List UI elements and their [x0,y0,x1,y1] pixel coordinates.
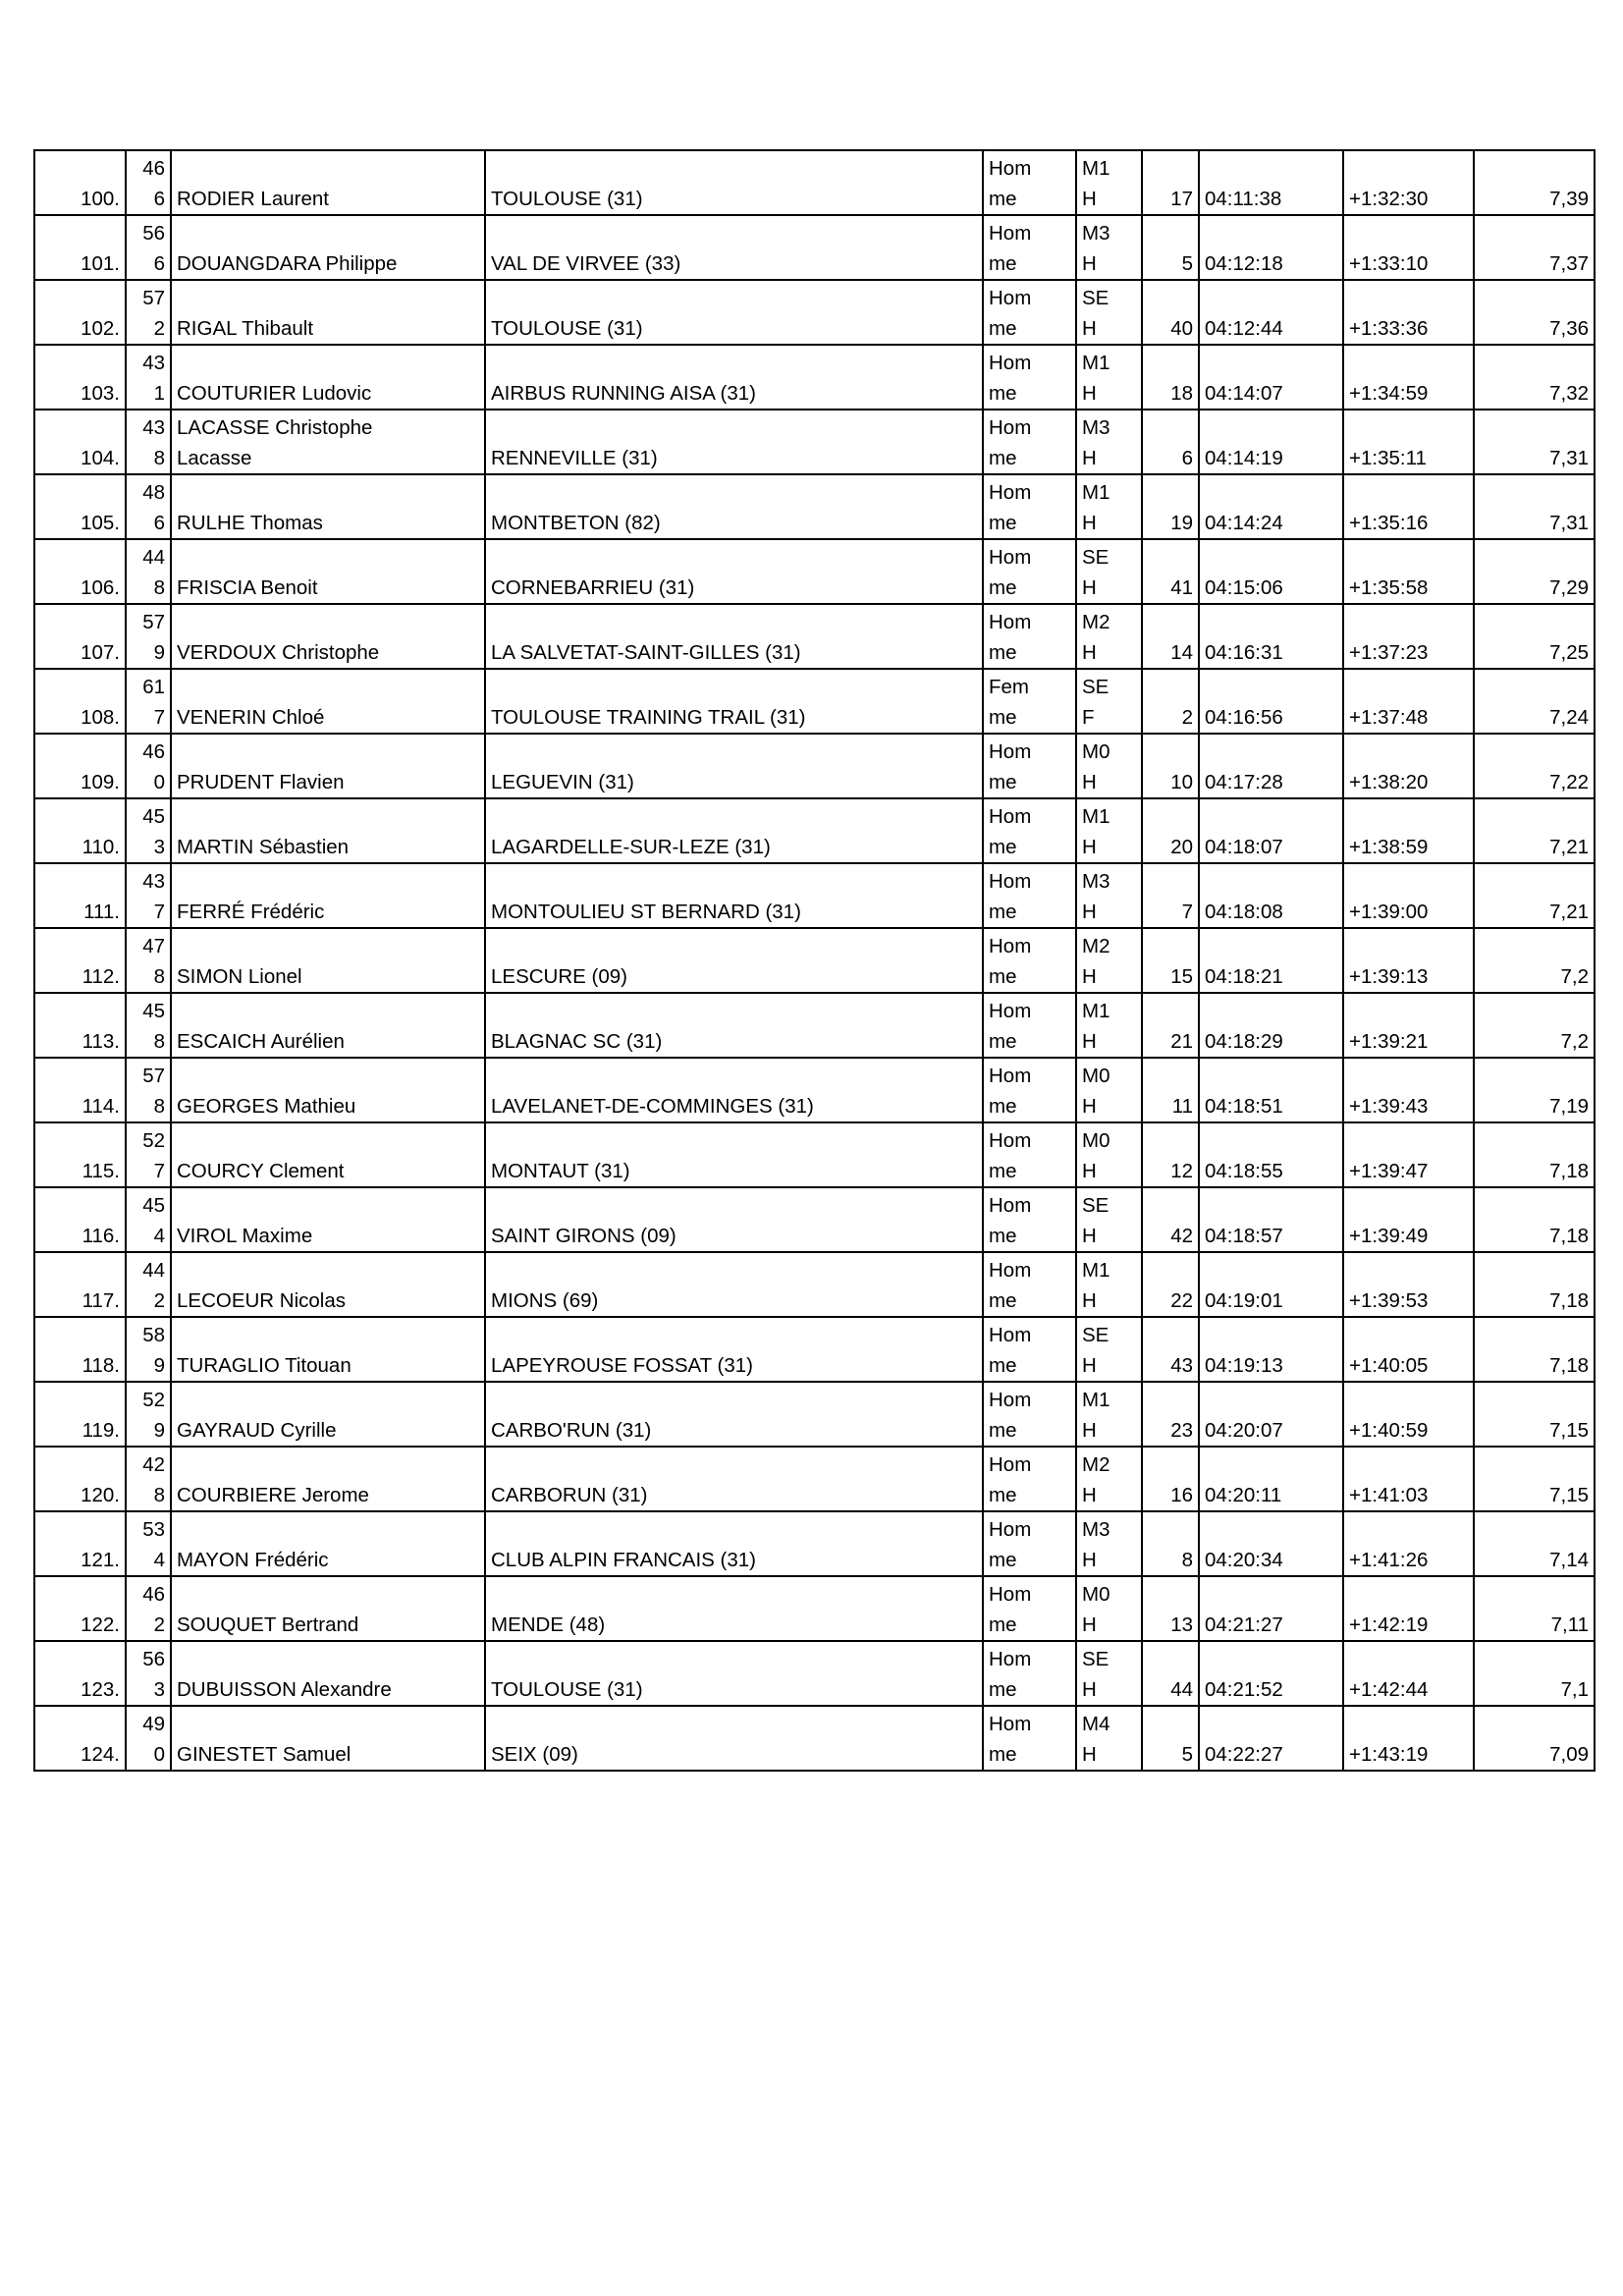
finish-time-cell: 04:14:24 [1199,474,1343,539]
category-cell: M0 H [1076,734,1142,798]
finish-time-cell: 04:11:38 [1199,150,1343,215]
category-cell: M1 H [1076,1382,1142,1447]
runner-name-cell: LACASSE Christophe Lacasse [171,410,485,474]
gap-cell: +1:37:48 [1343,669,1474,734]
speed-cell: 7,22 [1474,734,1595,798]
gap-cell: +1:35:11 [1343,410,1474,474]
table-row [34,539,1595,604]
finish-time-cell: 04:19:13 [1199,1317,1343,1382]
sex-cell: Hom me [983,215,1076,280]
gap-cell: +1:34:59 [1343,345,1474,410]
runner-name-cell: DUBUISSON Alexandre [171,1641,485,1706]
club-cell: LA SALVETAT-SAINT-GILLES (31) [485,604,983,669]
sex-cell: Hom me [983,1252,1076,1317]
category-cell: M1 H [1076,345,1142,410]
runner-name-cell: PRUDENT Flavien [171,734,485,798]
sex-cell: Hom me [983,410,1076,474]
runner-name-cell: GEORGES Mathieu [171,1058,485,1122]
finish-time-cell: 04:17:28 [1199,734,1343,798]
bib-cell: 431 [126,345,171,410]
finish-time-cell: 04:16:31 [1199,604,1343,669]
results-table-body [34,150,1595,1771]
rank-cell: 118. [34,1317,126,1382]
speed-cell: 7,25 [1474,604,1595,669]
category-rank-cell: 7 [1142,863,1199,928]
table-row [34,1122,1595,1187]
category-cell: SE H [1076,1187,1142,1252]
speed-cell: 7,36 [1474,280,1595,345]
table-row [34,1317,1595,1382]
finish-time-cell: 04:18:21 [1199,928,1343,993]
runner-name-cell: RULHE Thomas [171,474,485,539]
rank-cell: 110. [34,798,126,863]
gap-cell: +1:39:49 [1343,1187,1474,1252]
category-rank-cell: 19 [1142,474,1199,539]
finish-time-cell: 04:16:56 [1199,669,1343,734]
category-rank-cell: 17 [1142,150,1199,215]
sex-cell: Hom me [983,474,1076,539]
gap-cell: +1:42:44 [1343,1641,1474,1706]
runner-name-cell: DOUANGDARA Philippe [171,215,485,280]
table-row [34,474,1595,539]
speed-cell: 7,14 [1474,1511,1595,1576]
sex-cell: Hom me [983,280,1076,345]
table-row [34,669,1595,734]
sex-cell: Hom me [983,798,1076,863]
category-rank-cell: 41 [1142,539,1199,604]
bib-cell: 460 [126,734,171,798]
finish-time-cell: 04:18:07 [1199,798,1343,863]
table-row [34,345,1595,410]
runner-name-cell: LECOEUR Nicolas [171,1252,485,1317]
table-row [34,1058,1595,1122]
rank-cell: 123. [34,1641,126,1706]
club-cell: SEIX (09) [485,1706,983,1771]
speed-cell: 7,1 [1474,1641,1595,1706]
sex-cell: Hom me [983,1122,1076,1187]
rank-cell: 103. [34,345,126,410]
category-cell: M3 H [1076,215,1142,280]
club-cell: CARBO'RUN (31) [485,1382,983,1447]
club-cell: CARBORUN (31) [485,1447,983,1511]
finish-time-cell: 04:12:18 [1199,215,1343,280]
bib-cell: 454 [126,1187,171,1252]
bib-cell: 442 [126,1252,171,1317]
bib-cell: 578 [126,1058,171,1122]
sex-cell: Hom me [983,1447,1076,1511]
table-row [34,1706,1595,1771]
gap-cell: +1:38:59 [1343,798,1474,863]
speed-cell: 7,24 [1474,669,1595,734]
speed-cell: 7,18 [1474,1187,1595,1252]
category-cell: M3 H [1076,1511,1142,1576]
category-cell: M3 H [1076,863,1142,928]
category-cell: M0 H [1076,1058,1142,1122]
runner-name-cell: SIMON Lionel [171,928,485,993]
table-row [34,928,1595,993]
speed-cell: 7,19 [1474,1058,1595,1122]
sex-cell: Hom me [983,1382,1076,1447]
speed-cell: 7,18 [1474,1317,1595,1382]
bib-cell: 534 [126,1511,171,1576]
rank-cell: 121. [34,1511,126,1576]
gap-cell: +1:41:03 [1343,1447,1474,1511]
bib-cell: 437 [126,863,171,928]
rank-cell: 119. [34,1382,126,1447]
sex-cell: Hom me [983,539,1076,604]
sex-cell: Fem me [983,669,1076,734]
category-rank-cell: 21 [1142,993,1199,1058]
sex-cell: Hom me [983,345,1076,410]
bib-cell: 453 [126,798,171,863]
club-cell: MONTAUT (31) [485,1122,983,1187]
speed-cell: 7,31 [1474,474,1595,539]
table-row [34,1252,1595,1317]
finish-time-cell: 04:21:52 [1199,1641,1343,1706]
gap-cell: +1:39:13 [1343,928,1474,993]
bib-cell: 466 [126,150,171,215]
sex-cell: Hom me [983,1706,1076,1771]
category-rank-cell: 13 [1142,1576,1199,1641]
category-rank-cell: 6 [1142,410,1199,474]
bib-cell: 490 [126,1706,171,1771]
table-row [34,993,1595,1058]
runner-name-cell: FERRÉ Frédéric [171,863,485,928]
table-row [34,734,1595,798]
club-cell: LAPEYROUSE FOSSAT (31) [485,1317,983,1382]
speed-cell: 7,32 [1474,345,1595,410]
club-cell: TOULOUSE (31) [485,1641,983,1706]
club-cell: LEGUEVIN (31) [485,734,983,798]
sex-cell: Hom me [983,993,1076,1058]
finish-time-cell: 04:19:01 [1199,1252,1343,1317]
category-cell: M4 H [1076,1706,1142,1771]
club-cell: TOULOUSE (31) [485,280,983,345]
rank-cell: 107. [34,604,126,669]
finish-time-cell: 04:18:55 [1199,1122,1343,1187]
gap-cell: +1:38:20 [1343,734,1474,798]
club-cell: TOULOUSE TRAINING TRAIL (31) [485,669,983,734]
table-row [34,1447,1595,1511]
runner-name-cell: SOUQUET Bertrand [171,1576,485,1641]
runner-name-cell: FRISCIA Benoit [171,539,485,604]
speed-cell: 7,21 [1474,798,1595,863]
speed-cell: 7,39 [1474,150,1595,215]
category-rank-cell: 5 [1142,215,1199,280]
finish-time-cell: 04:20:34 [1199,1511,1343,1576]
runner-name-cell: VERDOUX Christophe [171,604,485,669]
gap-cell: +1:39:53 [1343,1252,1474,1317]
rank-cell: 117. [34,1252,126,1317]
runner-name-cell: ESCAICH Aurélien [171,993,485,1058]
gap-cell: +1:41:26 [1343,1511,1474,1576]
runner-name-cell: VIROL Maxime [171,1187,485,1252]
runner-name-cell: GAYRAUD Cyrille [171,1382,485,1447]
category-cell: SE F [1076,669,1142,734]
table-row [34,410,1595,474]
table-row [34,1641,1595,1706]
finish-time-cell: 04:15:06 [1199,539,1343,604]
rank-cell: 104. [34,410,126,474]
sex-cell: Hom me [983,1317,1076,1382]
category-rank-cell: 15 [1142,928,1199,993]
speed-cell: 7,29 [1474,539,1595,604]
category-cell: SE H [1076,280,1142,345]
runner-name-cell: COURBIERE Jerome [171,1447,485,1511]
club-cell: VAL DE VIRVEE (33) [485,215,983,280]
category-cell: M0 H [1076,1122,1142,1187]
sex-cell: Hom me [983,1576,1076,1641]
club-cell: LAGARDELLE-SUR-LEZE (31) [485,798,983,863]
speed-cell: 7,37 [1474,215,1595,280]
speed-cell: 7,31 [1474,410,1595,474]
rank-cell: 113. [34,993,126,1058]
category-rank-cell: 44 [1142,1641,1199,1706]
runner-name-cell: TURAGLIO Titouan [171,1317,485,1382]
category-rank-cell: 8 [1142,1511,1199,1576]
rank-cell: 109. [34,734,126,798]
gap-cell: +1:39:43 [1343,1058,1474,1122]
runner-name-cell: MAYON Frédéric [171,1511,485,1576]
runner-name-cell: RODIER Laurent [171,150,485,215]
gap-cell: +1:40:05 [1343,1317,1474,1382]
sex-cell: Hom me [983,863,1076,928]
finish-time-cell: 04:21:27 [1199,1576,1343,1641]
runner-name-cell: RIGAL Thibault [171,280,485,345]
table-row [34,1382,1595,1447]
finish-time-cell: 04:14:19 [1199,410,1343,474]
gap-cell: +1:39:47 [1343,1122,1474,1187]
runner-name-cell: GINESTET Samuel [171,1706,485,1771]
club-cell: MONTOULIEU ST BERNARD (31) [485,863,983,928]
rank-cell: 101. [34,215,126,280]
club-cell: BLAGNAC SC (31) [485,993,983,1058]
bib-cell: 438 [126,410,171,474]
club-cell: MENDE (48) [485,1576,983,1641]
gap-cell: +1:35:58 [1343,539,1474,604]
category-cell: SE H [1076,1641,1142,1706]
speed-cell: 7,09 [1474,1706,1595,1771]
club-cell: LAVELANET-DE-COMMINGES (31) [485,1058,983,1122]
sex-cell: Hom me [983,734,1076,798]
gap-cell: +1:39:00 [1343,863,1474,928]
speed-cell: 7,15 [1474,1382,1595,1447]
club-cell: AIRBUS RUNNING AISA (31) [485,345,983,410]
rank-cell: 122. [34,1576,126,1641]
runner-name-cell: MARTIN Sébastien [171,798,485,863]
category-cell: M1 H [1076,150,1142,215]
table-row [34,798,1595,863]
runner-name-cell: COUTURIER Ludovic [171,345,485,410]
race-results-table [33,149,1596,1772]
rank-cell: 102. [34,280,126,345]
category-rank-cell: 5 [1142,1706,1199,1771]
sex-cell: Hom me [983,928,1076,993]
rank-cell: 105. [34,474,126,539]
speed-cell: 7,18 [1474,1252,1595,1317]
gap-cell: +1:42:19 [1343,1576,1474,1641]
finish-time-cell: 04:18:51 [1199,1058,1343,1122]
sex-cell: Hom me [983,1187,1076,1252]
finish-time-cell: 04:20:11 [1199,1447,1343,1511]
bib-cell: 486 [126,474,171,539]
gap-cell: +1:35:16 [1343,474,1474,539]
rank-cell: 108. [34,669,126,734]
bib-cell: 579 [126,604,171,669]
rank-cell: 111. [34,863,126,928]
category-cell: M1 H [1076,474,1142,539]
category-cell: M2 H [1076,928,1142,993]
category-cell: M1 H [1076,993,1142,1058]
table-row [34,1576,1595,1641]
finish-time-cell: 04:18:08 [1199,863,1343,928]
finish-time-cell: 04:12:44 [1199,280,1343,345]
category-rank-cell: 18 [1142,345,1199,410]
gap-cell: +1:37:23 [1343,604,1474,669]
club-cell: LESCURE (09) [485,928,983,993]
bib-cell: 478 [126,928,171,993]
bib-cell: 428 [126,1447,171,1511]
sex-cell: Hom me [983,1511,1076,1576]
gap-cell: +1:40:59 [1343,1382,1474,1447]
bib-cell: 563 [126,1641,171,1706]
rank-cell: 116. [34,1187,126,1252]
rank-cell: 120. [34,1447,126,1511]
bib-cell: 617 [126,669,171,734]
category-rank-cell: 12 [1142,1122,1199,1187]
table-row [34,1187,1595,1252]
bib-cell: 529 [126,1382,171,1447]
bib-cell: 589 [126,1317,171,1382]
category-rank-cell: 22 [1142,1252,1199,1317]
rank-cell: 106. [34,539,126,604]
finish-time-cell: 04:18:29 [1199,993,1343,1058]
category-rank-cell: 40 [1142,280,1199,345]
category-rank-cell: 42 [1142,1187,1199,1252]
category-cell: M1 H [1076,798,1142,863]
club-cell: MONTBETON (82) [485,474,983,539]
category-rank-cell: 20 [1142,798,1199,863]
category-rank-cell: 16 [1142,1447,1199,1511]
club-cell: CORNEBARRIEU (31) [485,539,983,604]
table-row [34,150,1595,215]
category-rank-cell: 14 [1142,604,1199,669]
rank-cell: 100. [34,150,126,215]
bib-cell: 462 [126,1576,171,1641]
category-cell: M0 H [1076,1576,1142,1641]
table-row [34,280,1595,345]
category-rank-cell: 11 [1142,1058,1199,1122]
finish-time-cell: 04:20:07 [1199,1382,1343,1447]
speed-cell: 7,21 [1474,863,1595,928]
category-rank-cell: 23 [1142,1382,1199,1447]
category-cell: SE H [1076,1317,1142,1382]
category-cell: M3 H [1076,410,1142,474]
rank-cell: 114. [34,1058,126,1122]
category-cell: SE H [1076,539,1142,604]
table-row [34,604,1595,669]
gap-cell: +1:33:10 [1343,215,1474,280]
speed-cell: 7,11 [1474,1576,1595,1641]
finish-time-cell: 04:22:27 [1199,1706,1343,1771]
bib-cell: 566 [126,215,171,280]
rank-cell: 115. [34,1122,126,1187]
gap-cell: +1:39:21 [1343,993,1474,1058]
category-rank-cell: 10 [1142,734,1199,798]
bib-cell: 527 [126,1122,171,1187]
gap-cell: +1:43:19 [1343,1706,1474,1771]
runner-name-cell: VENERIN Chloé [171,669,485,734]
club-cell: MIONS (69) [485,1252,983,1317]
sex-cell: Hom me [983,1058,1076,1122]
table-row [34,863,1595,928]
club-cell: TOULOUSE (31) [485,150,983,215]
club-cell: RENNEVILLE (31) [485,410,983,474]
speed-cell: 7,2 [1474,928,1595,993]
speed-cell: 7,18 [1474,1122,1595,1187]
club-cell: CLUB ALPIN FRANCAIS (31) [485,1511,983,1576]
category-cell: M1 H [1076,1252,1142,1317]
club-cell: SAINT GIRONS (09) [485,1187,983,1252]
speed-cell: 7,2 [1474,993,1595,1058]
gap-cell: +1:32:30 [1343,150,1474,215]
rank-cell: 124. [34,1706,126,1771]
sex-cell: Hom me [983,1641,1076,1706]
category-cell: M2 H [1076,604,1142,669]
speed-cell: 7,15 [1474,1447,1595,1511]
runner-name-cell: COURCY Clement [171,1122,485,1187]
bib-cell: 458 [126,993,171,1058]
sex-cell: Hom me [983,150,1076,215]
category-cell: M2 H [1076,1447,1142,1511]
category-rank-cell: 2 [1142,669,1199,734]
sex-cell: Hom me [983,604,1076,669]
rank-cell: 112. [34,928,126,993]
table-row [34,1511,1595,1576]
category-rank-cell: 43 [1142,1317,1199,1382]
finish-time-cell: 04:14:07 [1199,345,1343,410]
gap-cell: +1:33:36 [1343,280,1474,345]
bib-cell: 572 [126,280,171,345]
finish-time-cell: 04:18:57 [1199,1187,1343,1252]
table-row [34,215,1595,280]
bib-cell: 448 [126,539,171,604]
